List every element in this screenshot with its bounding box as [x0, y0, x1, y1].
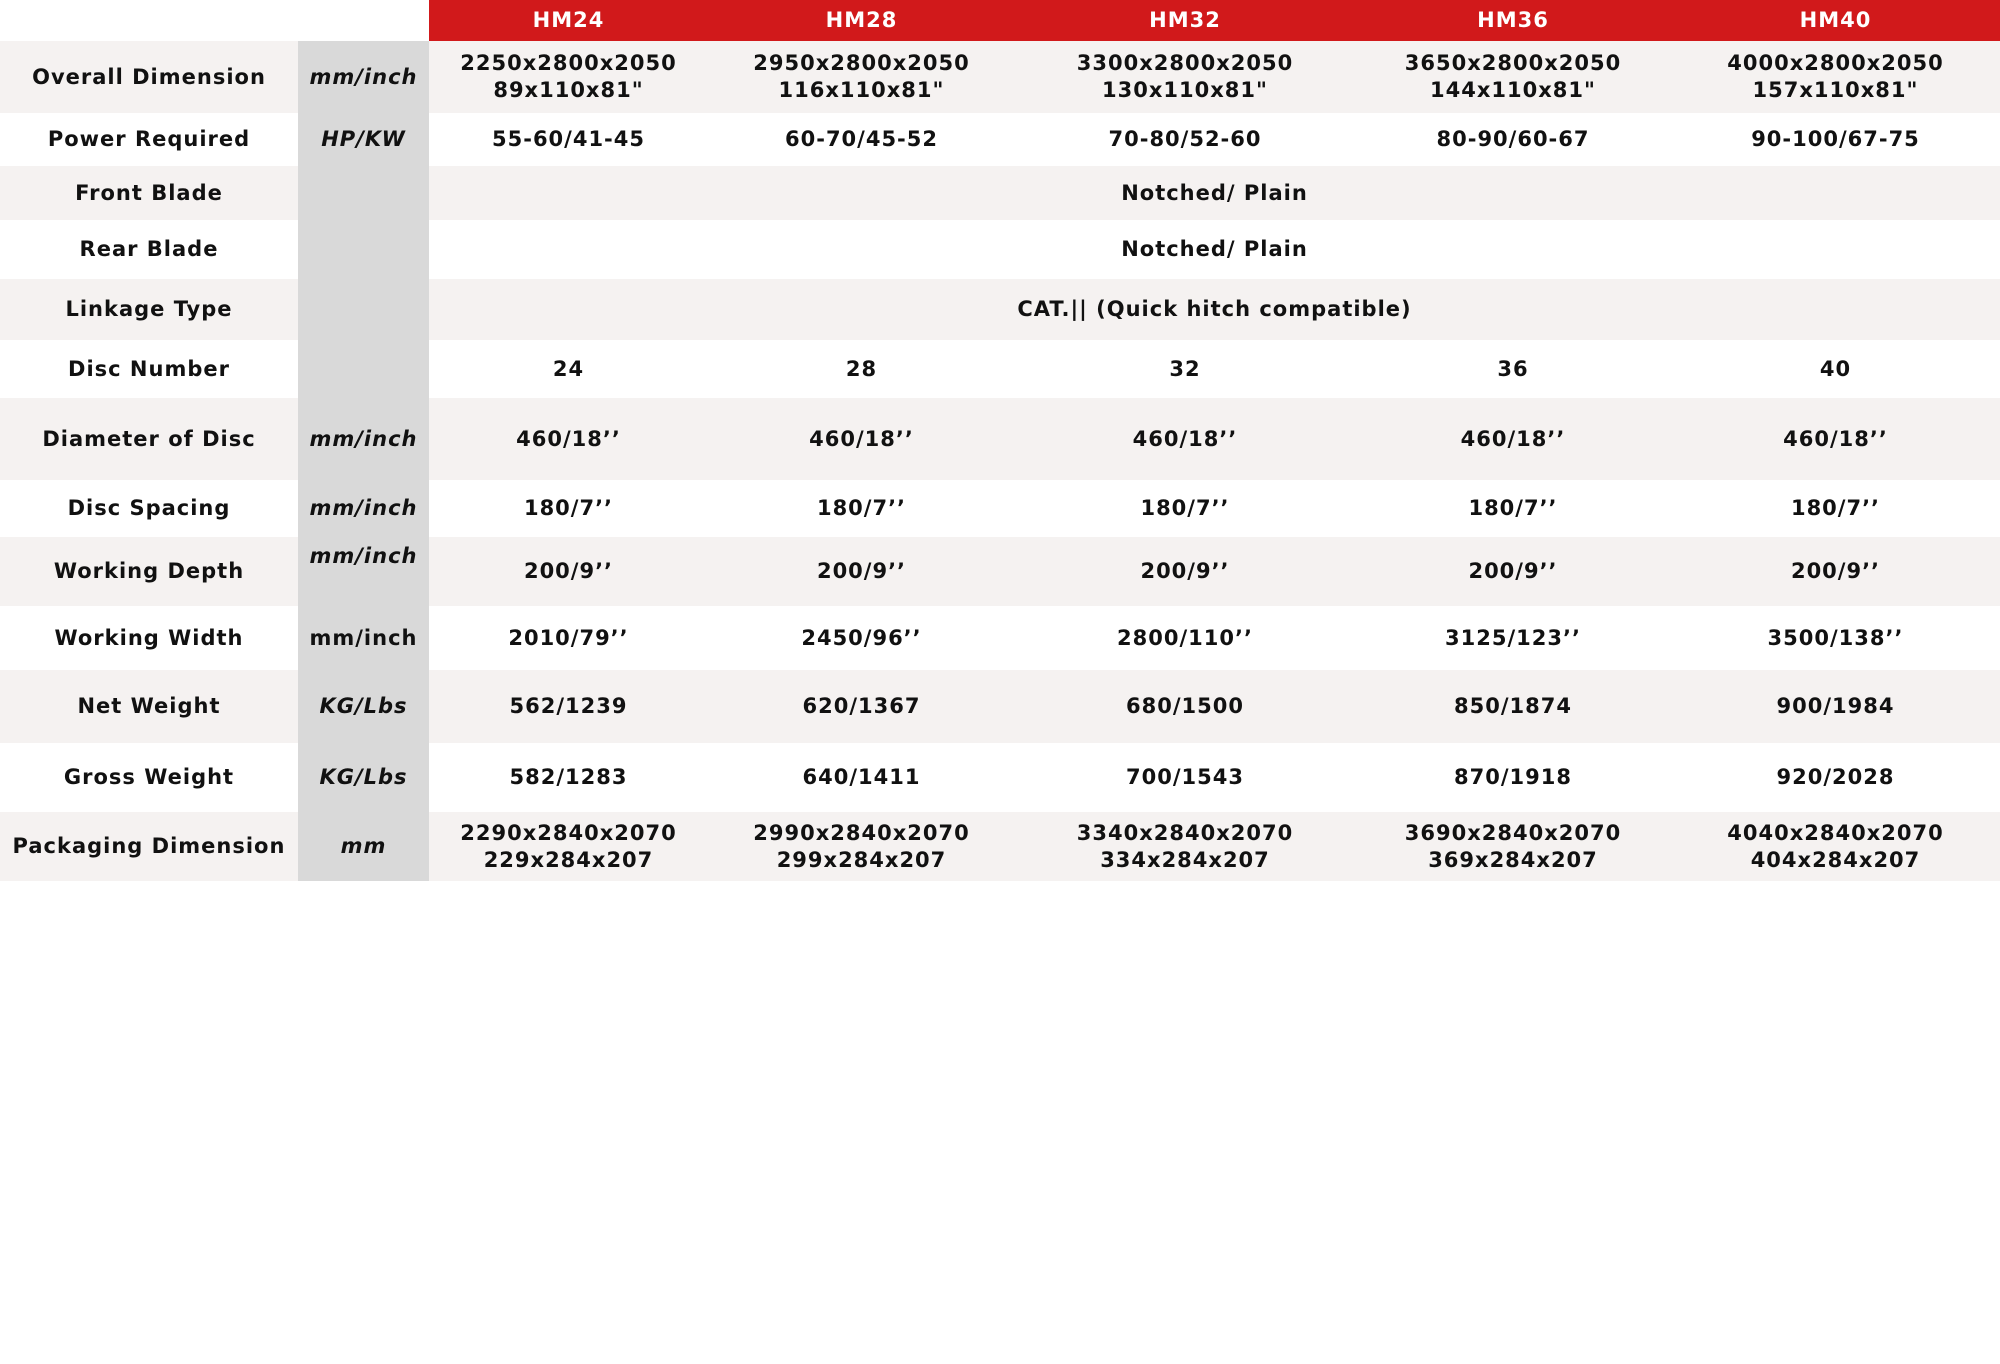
row-label: Rear Blade: [0, 220, 298, 279]
row-packaging-dimension: [0, 812, 2000, 881]
value-line: 3300x2800x2050: [1076, 51, 1294, 75]
value-line: 3650x2800x2050: [1404, 51, 1622, 75]
value-cell: 180/7’’: [1015, 480, 1355, 537]
row-label: Net Weight: [0, 670, 298, 743]
value-cell: [1671, 812, 2000, 881]
header-blank-label: [0, 0, 298, 41]
value-line: 2290x2840x2070: [460, 820, 677, 845]
value-cell: 620/1367: [708, 670, 1015, 743]
value-cell: 32: [1015, 340, 1355, 398]
value-line: 2950x2800x2050: [753, 51, 970, 75]
value-cell: 3125/123’’: [1355, 606, 1671, 670]
row-label: Packaging Dimension: [0, 812, 298, 881]
value-cell: 900/1984: [1671, 670, 2000, 743]
row-unit: KG/Lbs: [298, 670, 429, 743]
value-cell: 2800/110’’: [1015, 606, 1355, 670]
value-cell: [429, 812, 708, 881]
row-unit: HP/KW: [298, 113, 429, 166]
value-line: 229x284x207: [483, 847, 654, 872]
row-diameter-of-disc: [0, 398, 2000, 480]
value-cell: 640/1411: [708, 743, 1015, 812]
value-cell: 200/9’’: [708, 537, 1015, 606]
row-label: Working Width: [0, 606, 298, 670]
row-unit: mm: [298, 812, 429, 881]
value-cell: 870/1918: [1355, 743, 1671, 812]
row-unit: mm/inch: [298, 480, 429, 537]
value-cell: 920/2028: [1671, 743, 2000, 812]
row-unit: mm/inch: [298, 606, 429, 670]
value-cell: [1355, 41, 1671, 113]
value-cell: 70-80/52-60: [1015, 113, 1355, 166]
row-label: Working Depth: [0, 537, 298, 606]
value-cell: 55-60/41-45: [429, 113, 708, 166]
value-line: 144x110x81": [1430, 78, 1596, 102]
row-working-depth: [0, 537, 2000, 606]
row-unit: mm/inch: [298, 41, 429, 113]
row-unit: [298, 166, 429, 220]
value-line: 89x110x81": [493, 78, 644, 102]
merged-value-cell: Notched/ Plain: [429, 220, 2000, 279]
value-line: 369x284x207: [1428, 847, 1598, 872]
value-cell: 850/1874: [1355, 670, 1671, 743]
row-power-required: [0, 113, 2000, 166]
value-cell: 582/1283: [429, 743, 708, 812]
model-header-hm32: HM32: [1015, 0, 1355, 41]
row-disc-number: [0, 340, 2000, 398]
row-unit: [298, 220, 429, 279]
row-unit: mm/inch: [298, 537, 429, 606]
row-label: Diameter of Disc: [0, 398, 298, 480]
value-cell: [708, 41, 1015, 113]
row-net-weight: [0, 670, 2000, 743]
value-line: 130x110x81": [1102, 78, 1268, 102]
model-header-hm36: HM36: [1355, 0, 1671, 41]
value-cell: 36: [1355, 340, 1671, 398]
model-header-hm24: HM24: [429, 0, 708, 41]
value-line: 3690x2840x2070: [1404, 820, 1622, 845]
value-cell: 200/9’’: [1015, 537, 1355, 606]
value-cell: 180/7’’: [1355, 480, 1671, 537]
row-working-width: [0, 606, 2000, 670]
value-cell: 700/1543: [1015, 743, 1355, 812]
value-cell: 60-70/45-52: [708, 113, 1015, 166]
merged-value-cell: Notched/ Plain: [429, 166, 2000, 220]
row-label: Disc Number: [0, 340, 298, 398]
value-cell: [429, 41, 708, 113]
row-rear-blade: [0, 220, 2000, 279]
row-linkage-type: [0, 279, 2000, 340]
value-cell: 680/1500: [1015, 670, 1355, 743]
model-header-hm40: HM40: [1671, 0, 2000, 41]
value-line: 334x284x207: [1100, 847, 1270, 872]
row-unit: mm/inch: [298, 398, 429, 480]
value-cell: 2450/96’’: [708, 606, 1015, 670]
row-label: Front Blade: [0, 166, 298, 220]
value-cell: [1671, 41, 2000, 113]
value-cell: 180/7’’: [1671, 480, 2000, 537]
value-line: 404x284x207: [1750, 847, 1921, 872]
row-front-blade: [0, 166, 2000, 220]
row-unit: [298, 340, 429, 398]
value-line: 3340x2840x2070: [1076, 820, 1294, 845]
value-cell: 460/18’’: [1355, 398, 1671, 480]
row-unit: [298, 279, 429, 340]
value-cell: [1355, 812, 1671, 881]
value-line: 157x110x81": [1752, 78, 1919, 102]
value-cell: 460/18’’: [429, 398, 708, 480]
value-cell: 3500/138’’: [1671, 606, 2000, 670]
row-overall-dimension: [0, 41, 2000, 113]
value-cell: 200/9’’: [1355, 537, 1671, 606]
row-label: Gross Weight: [0, 743, 298, 812]
row-label: Disc Spacing: [0, 480, 298, 537]
value-cell: [1015, 41, 1355, 113]
value-cell: 90-100/67-75: [1671, 113, 2000, 166]
value-line: 116x110x81": [778, 78, 945, 102]
value-cell: 40: [1671, 340, 2000, 398]
row-gross-weight: [0, 743, 2000, 812]
value-cell: 24: [429, 340, 708, 398]
row-disc-spacing: [0, 480, 2000, 537]
header-blank-unit: [298, 0, 429, 41]
value-cell: [708, 812, 1015, 881]
value-line: 299x284x207: [776, 847, 947, 872]
value-cell: 460/18’’: [1671, 398, 2000, 480]
row-unit: KG/Lbs: [298, 743, 429, 812]
value-cell: 80-90/60-67: [1355, 113, 1671, 166]
value-cell: 460/18’’: [1015, 398, 1355, 480]
value-cell: 200/9’’: [429, 537, 708, 606]
value-cell: 28: [708, 340, 1015, 398]
row-label: Linkage Type: [0, 279, 298, 340]
value-cell: 180/7’’: [708, 480, 1015, 537]
value-cell: 180/7’’: [429, 480, 708, 537]
value-cell: 200/9’’: [1671, 537, 2000, 606]
value-line: 4000x2800x2050: [1727, 51, 1944, 75]
merged-value-cell: CAT.|| (Quick hitch compatible): [429, 279, 2000, 340]
value-cell: 2010/79’’: [429, 606, 708, 670]
row-label: Overall Dimension: [0, 41, 298, 113]
value-line: 2990x2840x2070: [753, 820, 970, 845]
value-cell: 460/18’’: [708, 398, 1015, 480]
value-cell: 562/1239: [429, 670, 708, 743]
value-line: 4040x2840x2070: [1727, 820, 1944, 845]
value-line: 2250x2800x2050: [460, 51, 677, 75]
model-header-hm28: HM28: [708, 0, 1015, 41]
header-row: [0, 0, 2000, 41]
row-label: Power Required: [0, 113, 298, 166]
value-cell: [1015, 812, 1355, 881]
